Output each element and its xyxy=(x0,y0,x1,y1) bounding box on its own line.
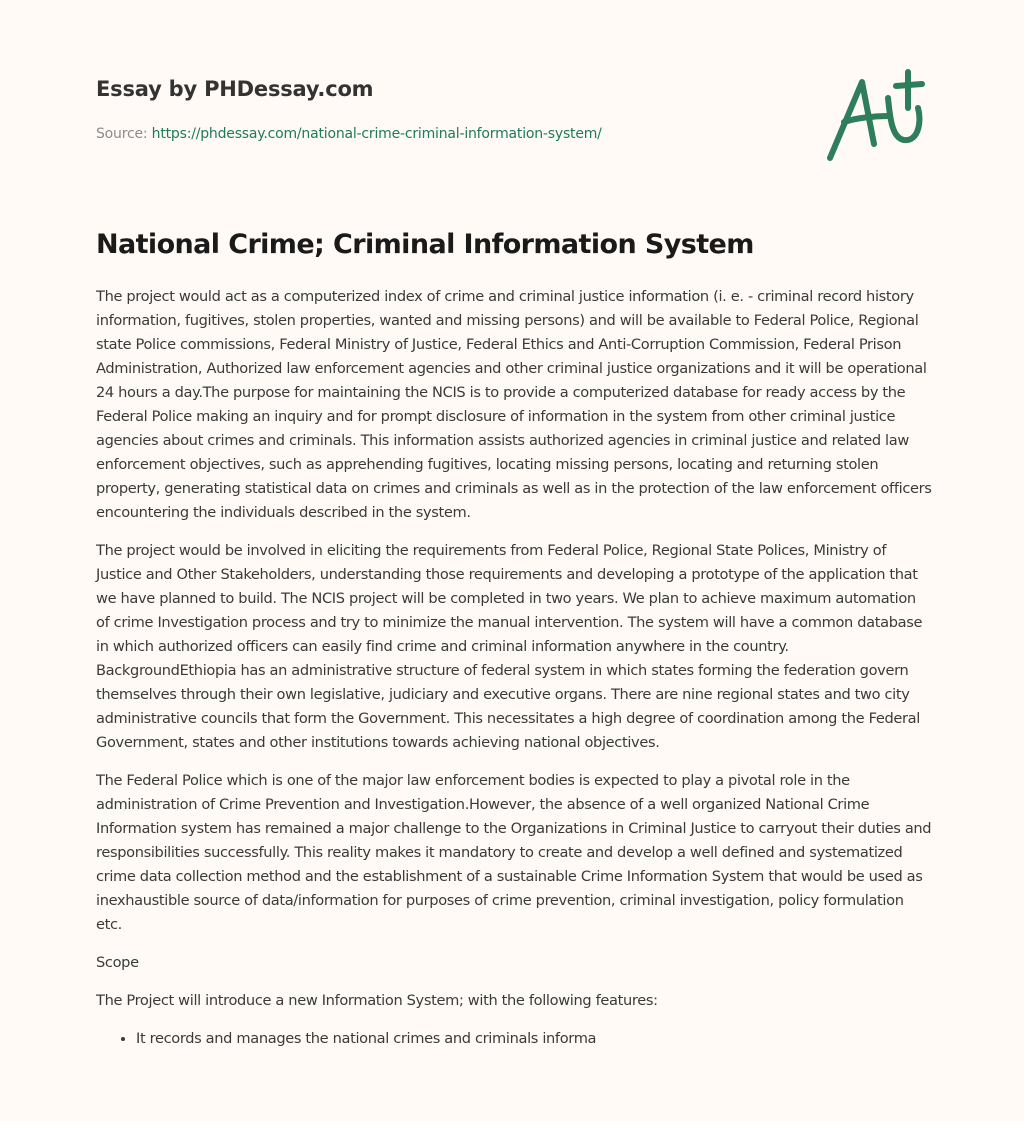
feature-list xyxy=(96,1027,932,1051)
essay-paragraph: The Project will introduce a new Information System; with the following features: xyxy=(96,992,658,1009)
essay-paragraph: The project would act as a computerized index of crime and criminal justice information (i. e. - criminal record history information, fugitives, stolen properties, wanted and missing persons) and will be available to Federal Police, Regional state Police commissions, Federal Ministry of Justice, Federal Ethics and Anti-Corruption Commission, Federal Prison Administration, Authorized law enforcement agencies and other criminal justice organizations and it will be operational 24 hours a day.The purpose for maintaining the NCIS is to provide a computerized database for ready access by the Federal Police making an inquiry and for prompt disclosure of information in the system from other criminal justice agencies about crimes and criminals. This information assists authorized agencies in criminal justice and related law enforcement objectives, such as apprehending fugitives, locating missing persons, locating and returning stolen property, generating statistical data on crimes and criminals as well as in the protection of the law enforcement officers encountering the individuals described in the system. xyxy=(96,288,932,521)
essay-body xyxy=(96,285,932,1051)
a-plus-grade-icon xyxy=(822,68,930,166)
essay-title: National Crime; Criminal Information System xyxy=(96,229,754,260)
source-line xyxy=(96,124,796,144)
essay-paragraph: The Federal Police which is one of the major law enforcement bodies is expected to play a pivotal role in the administration of Crime Prevention and Investigation.However, the absence of a well organized National Crime Information system has remained a major challenge to the Organizations in Criminal Justice to carryout their duties and responsibilities successfully. This reality makes it mandatory to create and develop a well defined and systematized crime data collection method and the establishment of a sustainable Crime Information System that would be used as inexhaustible source of data/information for purposes of crime prevention, criminal investigation, policy formulation etc. xyxy=(96,772,932,933)
source-label: Source: xyxy=(96,126,152,142)
essay-paragraph: The project would be involved in eliciting the requirements from Federal Police, Regional State Polices, Ministry of Justice and Other Stakeholders, understanding those requirements and developing a prototype of the application that we have planned to build. The NCIS project will be completed in two years. We plan to achieve maximum automation of crime Investigation process and try to minimize the manual intervention. The system will have a common database in which authorized officers can easily find crime and criminal information anywhere in the country. BackgroundEthiopia has an administrative structure of federal system in which states forming the federation govern themselves through their own legislative, judiciary and executive organs. There are nine regional states and two city administrative councils that form the Government. This necessitates a high degree of coordination among the Federal Government, states and other institutions towards achieving national objectives. xyxy=(96,542,923,751)
brand-title: Essay by PHDessay.com xyxy=(96,77,374,101)
section-heading-scope: Scope xyxy=(96,954,139,971)
source-link[interactable]: https://phdessay.com/national-crime-criminal-information-system/ xyxy=(151,126,602,142)
list-item: • It records and manages the national crimes and criminals informa xyxy=(136,1027,932,1051)
page-header xyxy=(96,74,796,144)
